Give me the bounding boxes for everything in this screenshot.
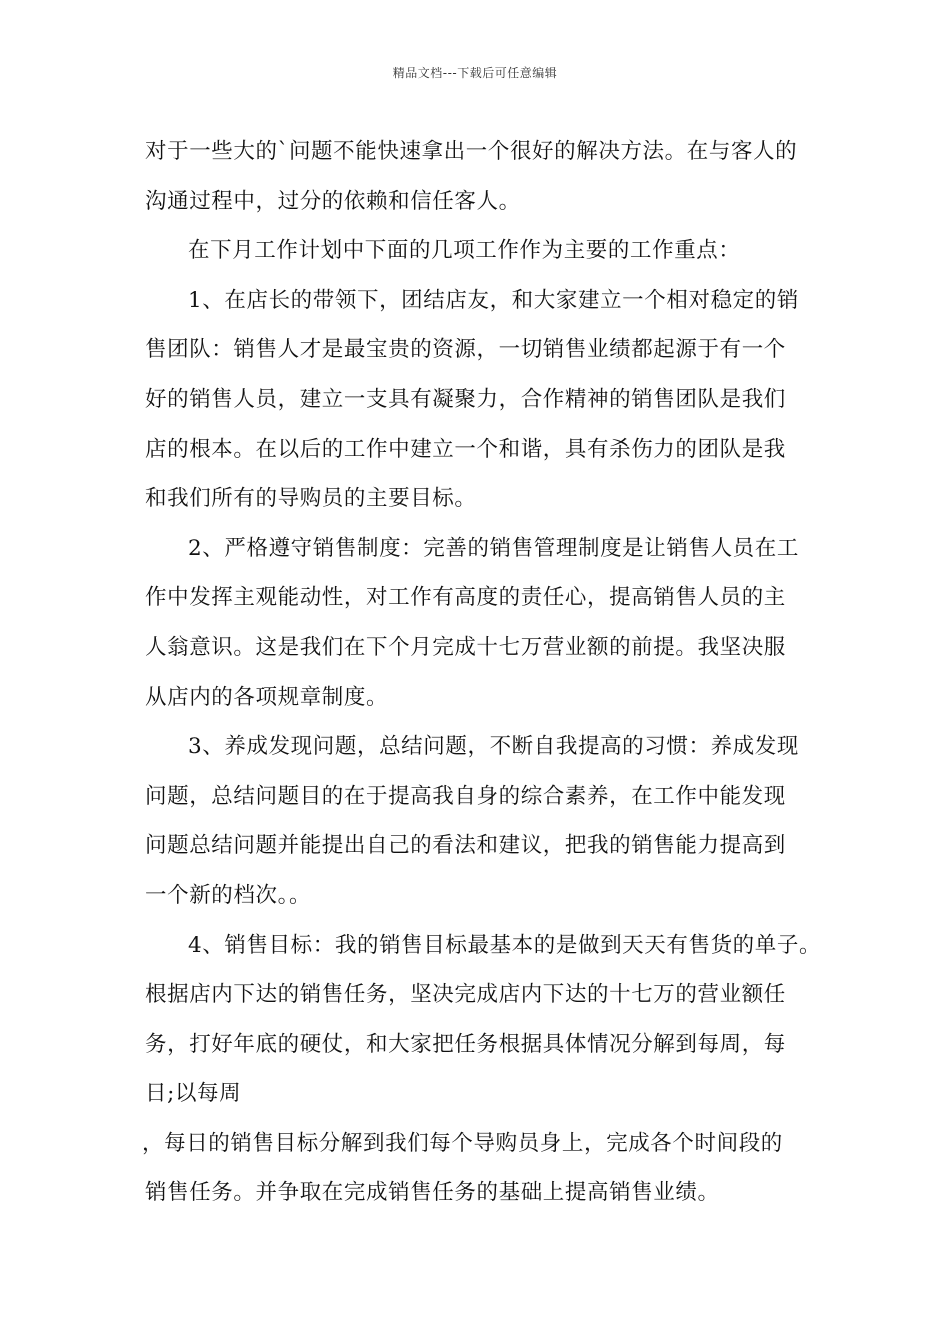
text-line: 务，打好年底的硬仗，和大家把任务根据具体情况分解到每周，每 bbox=[145, 1031, 786, 1057]
text-line: 对于一些大的`问题不能快速拿出一个很好的解决方法。在与客人的 bbox=[145, 139, 798, 164]
text-line: 根据店内下达的销售任务，坚决完成店内下达的十七万的营业额任 bbox=[145, 982, 786, 1008]
text-line: 销售任务。并争取在完成销售任务的基础上提高销售业绩。 bbox=[145, 1180, 720, 1206]
text-line: 好的销售人员，建立一支具有凝聚力，合作精神的销售团队是我们 bbox=[145, 386, 786, 412]
text-line: 问题总结问题并能提出自己的看法和建议，把我的销售能力提高到 bbox=[145, 833, 786, 859]
text-line: 沟通过程中，过分的依赖和信任客人。 bbox=[145, 188, 521, 214]
text-line: 1、在店长的带领下，团结店友，和大家建立一个相对稳定的销 bbox=[188, 287, 799, 313]
text-line: 售团队：销售人才是最宝贵的资源，一切销售业绩都起源于有一个 bbox=[145, 337, 786, 363]
text-line: 一个新的档次。。 bbox=[145, 882, 312, 908]
text-line: 4、销售目标：我的销售目标最基本的是做到天天有售货的单子。 bbox=[188, 932, 822, 958]
text-line: 日;以每周 bbox=[145, 1081, 242, 1107]
text-line: 问题，总结问题目的在于提高我自身的综合素养，在工作中能发现 bbox=[145, 783, 786, 809]
text-line: 2、严格遵守销售制度：完善的销售管理制度是让销售人员在工 bbox=[188, 535, 799, 561]
text-line: 作中发挥主观能动性，对工作有高度的责任心，提高销售人员的主 bbox=[145, 585, 786, 611]
text-line: 店的根本。在以后的工作中建立一个和谐，具有杀伤力的团队是我 bbox=[145, 436, 786, 462]
text-line: 人翁意识。这是我们在下个月完成十七万营业额的前提。我坚决服 bbox=[145, 634, 786, 660]
text-line: ，每日的销售目标分解到我们每个导购员身上，完成各个时间段的 bbox=[142, 1130, 783, 1156]
text-line: 3、养成发现问题，总结问题，不断自我提高的习惯：养成发现 bbox=[188, 734, 799, 760]
page-header: 精品文档---下载后可任意编辑 bbox=[392, 66, 558, 80]
text-line: 和我们所有的导购员的主要目标。 bbox=[145, 486, 477, 512]
text-line: 从店内的各项规章制度。 bbox=[145, 684, 389, 710]
document-body bbox=[142, 131, 825, 1222]
text-line: 在下月工作计划中下面的几项工作作为主要的工作重点： bbox=[188, 238, 741, 264]
